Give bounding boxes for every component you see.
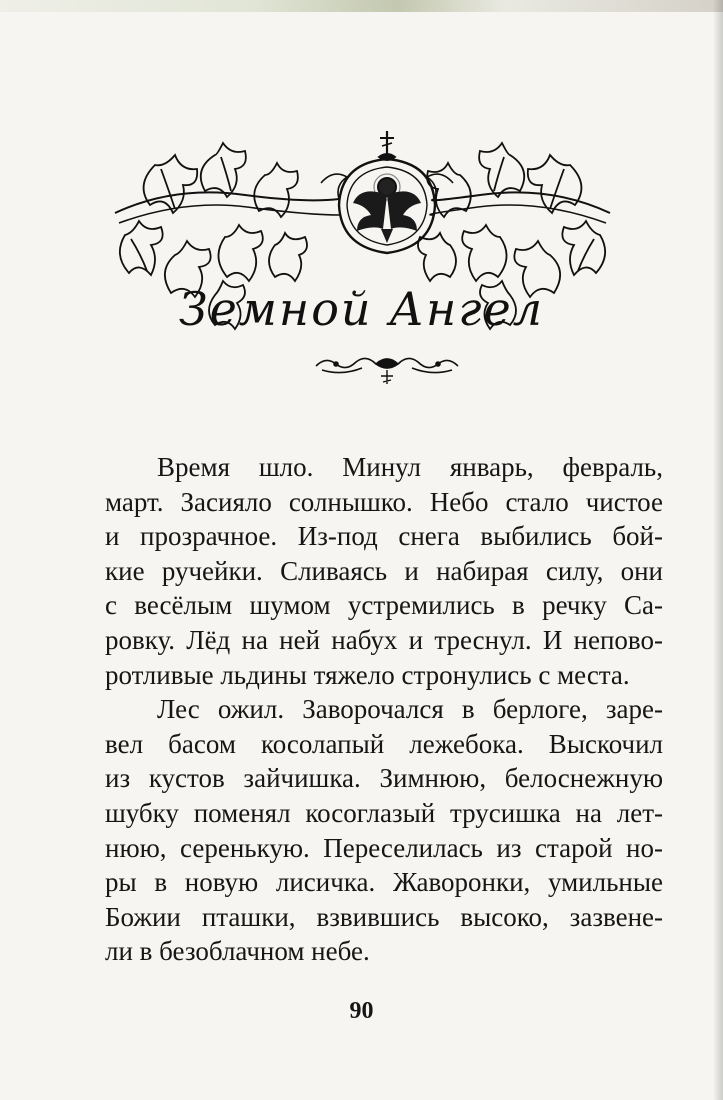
text-line: ротливые льдины тяжело стронулись с места. [105,659,630,690]
text-line: и прозрачное. Из-под снега выбились бой- [105,521,663,552]
text-line: ры в новую лисичка. Жаворонки, умильные [105,867,663,898]
body-text [105,450,663,969]
chapter-title: Земной Ангел [178,282,545,336]
page-right-edge [713,0,723,1100]
cross-icon [379,131,395,160]
text-line: ли в безоблачном небе. [105,936,370,967]
text-line: Божии пташки, взвившись высоко, зазвене- [105,901,663,932]
text-line: Лес ожил. Заворочался в берлоге, заре- [157,694,663,725]
text-line: вел басом косолапый лежебока. Выскочил [105,728,663,759]
page-top-edge [0,0,723,12]
text-line: март. Засияло солнышко. Небо стало чистое [105,486,663,517]
angel-icon [353,174,421,243]
text-line: из кустов зайчишка. Зимнюю, белоснежную [105,763,663,794]
ornamental-divider-icon [312,352,462,388]
text-line: ровку. Лёд на ней набух и треснул. И непово- [105,624,663,655]
text-line: шубку поменял косоглазый трусишка на лет- [105,797,663,828]
text-line: кие ручейки. Сливаясь и набирая силу, они [105,555,663,586]
page-number: 90 [349,998,374,1024]
text-line: с весёлым шумом устремились в речку Са- [105,590,663,621]
text-line: Время шло. Минул январь, февраль, [157,452,663,482]
text-line: нюю, серенькую. Переселилась из старой но- [105,832,663,863]
